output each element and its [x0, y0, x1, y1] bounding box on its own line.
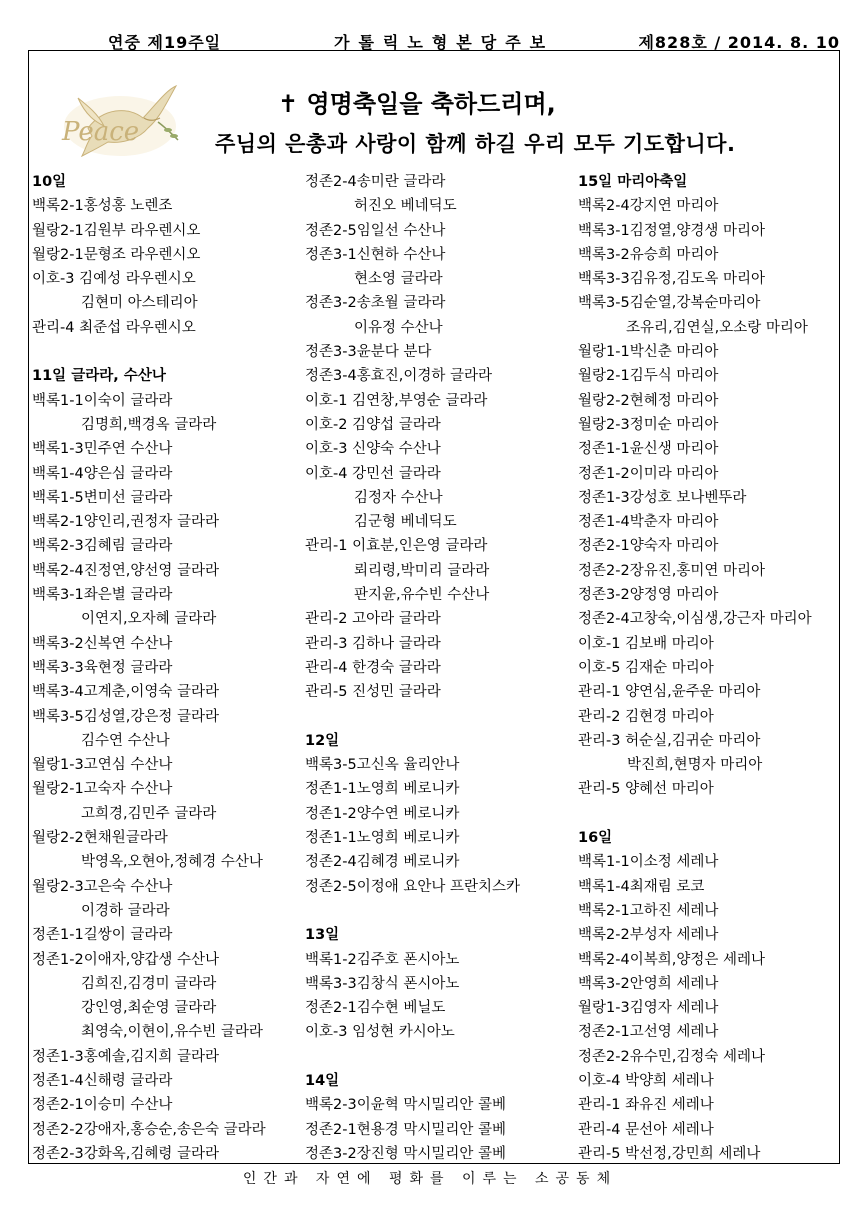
issue-number-date: 제828호 / 2014. 8. 10 — [638, 33, 840, 52]
name-entry: 최영숙,이현이,유수빈 글라라 — [81, 1024, 263, 1041]
name-entry: 이호-1 김연창,부영순 글라라 — [305, 392, 488, 409]
name-entry: 정존2-4송미란 글라라 — [305, 174, 446, 190]
name-entry: 정존2-2유수민,김정숙 세레나 — [578, 1048, 765, 1065]
liturgical-week: 연중 제19주일 — [108, 33, 222, 52]
name-entry: 김희진,김경미 글라라 — [81, 975, 217, 992]
name-entry: 정존2-2장유진,홍미연 마리아 — [578, 562, 765, 579]
peace-dove-logo — [48, 78, 188, 168]
name-entry: 김명희,백경옥 글라라 — [81, 416, 217, 433]
name-entry: 정존2-1이승미 수산나 — [32, 1097, 173, 1114]
name-entry: 김군형 베네딕도 — [354, 514, 457, 531]
name-entry: 정존1-1노영희 베로니카 — [305, 781, 460, 798]
name-entry: 정존1-1길쌍이 글라라 — [32, 927, 173, 944]
bulletin-header — [30, 30, 840, 52]
name-entry: 정존3-2송초월 글라라 — [305, 295, 446, 312]
name-entry: 백록1-4양은심 글라라 — [32, 465, 173, 482]
name-entry: 백록3-4고계춘,이영숙 글라라 — [32, 684, 219, 701]
name-entry: 백록1-5변미선 글라라 — [32, 489, 173, 506]
name-entry: 정존2-2강애자,홍승순,송은숙 글라라 — [32, 1121, 266, 1138]
name-entry: 정존1-2이미라 마리아 — [578, 465, 719, 482]
name-entry: 정존1-4신해령 글라라 — [32, 1072, 173, 1089]
name-entry: 월랑2-1문형조 라우렌시오 — [32, 246, 201, 263]
feast-greeting-subtitle: 주님의 은총과 사랑이 함께 하길 우리 모두 기도합니다. — [215, 132, 736, 156]
name-entry: 정존3-4홍효진,이경하 글라라 — [305, 368, 492, 385]
name-entry: 이호-2 김양섭 글라라 — [305, 416, 441, 433]
name-entry: 백록1-3민주연 수산나 — [32, 441, 173, 458]
name-entry: 판지윤,유수빈 수산나 — [354, 587, 490, 604]
name-entry: 김현미 아스테리아 — [81, 295, 198, 312]
name-entry: 이경하 글라라 — [81, 902, 170, 919]
name-entry: 정존1-3강성호 보나벤뚜라 — [578, 489, 747, 506]
name-entry: 백록3-2신복연 수산나 — [32, 635, 173, 652]
name-entry: 백록1-4최재림 로코 — [578, 878, 705, 895]
name-entry: 백록2-4이복희,양정은 세레나 — [578, 951, 765, 968]
name-entry: 월랑1-3고연심 수산나 — [32, 757, 173, 774]
name-entry: 이유정 수산나 — [354, 319, 443, 336]
name-entry: 이호-3 김예성 라우렌시오 — [32, 271, 196, 288]
name-entry: 월랑2-1김원부 라우렌시오 — [32, 222, 201, 239]
name-entry: 백록2-2부성자 세레나 — [578, 927, 719, 944]
name-entry: 백록3-1좌은별 글라라 — [32, 587, 173, 604]
name-entry: 뢰리령,박미리 글라라 — [354, 562, 490, 579]
name-entry: 백록3-3육현정 글라라 — [32, 659, 173, 676]
feast-day-heading: 10일 — [32, 174, 67, 190]
name-entry: 백록2-4강지연 마리아 — [578, 198, 719, 215]
names-column-1 — [32, 170, 266, 1166]
spacer — [305, 705, 520, 729]
spacer — [305, 1045, 520, 1069]
name-entry: 월랑2-2현채원글라라 — [32, 830, 168, 847]
name-entry: 정존1-1윤신생 마리아 — [578, 441, 719, 458]
name-entry: 박진희,현명자 마리아 — [627, 757, 763, 774]
name-entry: 백록3-2유승희 마리아 — [578, 246, 719, 263]
name-entry: 관리-2 고아라 글라라 — [305, 611, 441, 628]
name-entry: 정존2-1김수현 베닐도 — [305, 1000, 446, 1017]
name-entry: 정존1-2양수연 베로니카 — [305, 805, 460, 822]
name-entry: 김수연 수산나 — [81, 732, 170, 749]
name-entry: 정존3-2장진형 막시밀리안 콜베 — [305, 1145, 506, 1162]
name-entry: 월랑2-3정미순 마리아 — [578, 416, 719, 433]
name-entry: 백록2-3김혜림 글라라 — [32, 538, 173, 555]
name-entry: 정존1-3홍예솔,김지희 글라라 — [32, 1048, 219, 1065]
name-entry: 정존1-1노영희 베로니카 — [305, 830, 460, 847]
logo-text: Peace — [62, 117, 140, 147]
name-entry: 강인영,최순영 글라라 — [81, 1000, 217, 1017]
name-entry: 정존2-1양숙자 마리아 — [578, 538, 719, 555]
name-entry: 월랑2-1김두식 마리아 — [578, 368, 719, 385]
name-entry: 월랑1-1박신춘 마리아 — [578, 344, 719, 361]
name-entry: 정존2-3강화옥,김혜령 글라라 — [32, 1145, 219, 1162]
name-entry: 백록3-5고신옥 율리안나 — [305, 757, 460, 774]
feast-day-heading: 15일 마리아축일 — [578, 174, 688, 190]
name-entry: 이호-3 임성현 카시아노 — [305, 1024, 455, 1041]
name-entry: 조유리,김연실,오소랑 마리아 — [626, 319, 808, 336]
name-entry: 백록3-2안영희 세레나 — [578, 975, 719, 992]
name-entry: 백록2-1양인리,권정자 글라라 — [32, 514, 219, 531]
name-entry: 월랑1-3김영자 세레나 — [578, 1000, 719, 1017]
name-entry: 정존3-2양정영 마리아 — [578, 587, 719, 604]
name-entry: 월랑2-2현혜정 마리아 — [578, 392, 719, 409]
name-entry: 관리-5 박선정,강민희 세레나 — [578, 1145, 761, 1162]
name-entry: 이호-1 김보배 마리아 — [578, 635, 714, 652]
name-entry: 관리-5 진성민 글라라 — [305, 684, 441, 701]
name-entry: 이호-5 김재순 마리아 — [578, 659, 714, 676]
spacer — [305, 899, 520, 923]
name-entry: 정존1-2이애자,양갑생 수산나 — [32, 951, 219, 968]
name-entry: 정존3-1신현하 수산나 — [305, 246, 446, 263]
feast-day-heading: 12일 — [305, 732, 340, 749]
name-entry: 백록3-3김유정,김도옥 마리아 — [578, 271, 765, 288]
name-entry: 백록2-1홍성홍 노렌조 — [32, 198, 173, 215]
name-entry: 관리-1 이효분,인은영 글라라 — [305, 538, 488, 555]
names-column-2 — [305, 170, 520, 1166]
name-entry: 백록1-1이숙이 글라라 — [32, 392, 173, 409]
name-entry: 백록3-3김창식 폰시아노 — [305, 975, 460, 992]
names-column-3 — [578, 170, 812, 1166]
name-entry: 관리-4 최준섭 라우렌시오 — [32, 319, 196, 336]
name-entry: 정존2-1현용경 막시밀리안 콜베 — [305, 1121, 506, 1138]
name-entry: 백록2-3이윤혁 막시밀리안 콜베 — [305, 1097, 506, 1114]
feast-greeting-title: ✝ 영명축일을 축하드리며, — [278, 90, 556, 118]
name-entry: 고희경,김민주 글라라 — [81, 805, 217, 822]
name-entry: 월랑2-3고은숙 수산나 — [32, 878, 173, 895]
name-entry: 정존2-5이정애 요안나 프란치스카 — [305, 878, 520, 895]
name-entry: 현소영 글라라 — [354, 271, 443, 288]
name-entry: 월랑2-1고숙자 수산나 — [32, 781, 173, 798]
name-entry: 백록3-1김정열,양경생 마리아 — [578, 222, 765, 239]
feast-day-heading: 16일 — [578, 830, 613, 847]
feast-day-heading: 13일 — [305, 927, 340, 944]
name-entry: 정존2-4고창숙,이심생,강근자 마리아 — [578, 611, 812, 628]
name-entry: 이호-4 강민선 글라라 — [305, 465, 441, 482]
name-entry: 관리-5 양혜선 마리아 — [578, 781, 714, 798]
name-entry: 김정자 수산나 — [354, 489, 443, 506]
name-entry: 박영옥,오현아,정혜경 수산나 — [81, 854, 263, 871]
name-entry: 관리-1 양연심,윤주운 마리아 — [578, 684, 761, 701]
name-entry: 백록2-4진정연,양선영 글라라 — [32, 562, 219, 579]
spacer — [32, 340, 266, 364]
spacer — [578, 802, 812, 826]
feast-day-heading: 14일 — [305, 1072, 340, 1089]
name-entry: 이호-4 박양희 세레나 — [578, 1072, 714, 1089]
name-entry: 백록3-5김순열,강복순마리아 — [578, 295, 761, 312]
name-entry: 정존2-5임일선 수산나 — [305, 222, 446, 239]
name-entry: 관리-1 좌유진 세레나 — [578, 1097, 714, 1114]
feast-day-heading: 11일 글라라, 수산나 — [32, 368, 166, 385]
name-entry: 관리-3 김하나 글라라 — [305, 635, 441, 652]
name-entry: 관리-3 허순실,김귀순 마리아 — [578, 732, 761, 749]
name-entry: 관리-4 문선아 세레나 — [578, 1121, 714, 1138]
name-entry: 백록3-5김성열,강은정 글라라 — [32, 708, 219, 725]
name-entry: 정존3-3윤분다 분다 — [305, 344, 432, 361]
name-entry: 정존1-4박춘자 마리아 — [578, 514, 719, 531]
dove-icon — [48, 78, 188, 168]
parish-bulletin-name: 가톨릭노형본당주보 — [334, 33, 555, 52]
name-entry: 관리-4 한경숙 글라라 — [305, 659, 441, 676]
name-entry: 이연지,오자혜 글라라 — [81, 611, 217, 628]
name-entry: 이호-3 신양숙 수산나 — [305, 441, 441, 458]
name-entry: 백록2-1고하진 세레나 — [578, 902, 719, 919]
community-motto: 인간과 자연에 평화를 이루는 소공동체 — [242, 1171, 618, 1187]
name-entry: 허진오 베네딕도 — [354, 198, 457, 215]
name-entry: 관리-2 김현경 마리아 — [578, 708, 714, 725]
name-entry: 정존2-1고선영 세레나 — [578, 1024, 719, 1041]
name-entry: 정존2-4김혜경 베로니카 — [305, 854, 460, 871]
name-entry: 백록1-1이소정 세레나 — [578, 854, 719, 871]
name-entry: 백록1-2김주호 폰시아노 — [305, 951, 460, 968]
